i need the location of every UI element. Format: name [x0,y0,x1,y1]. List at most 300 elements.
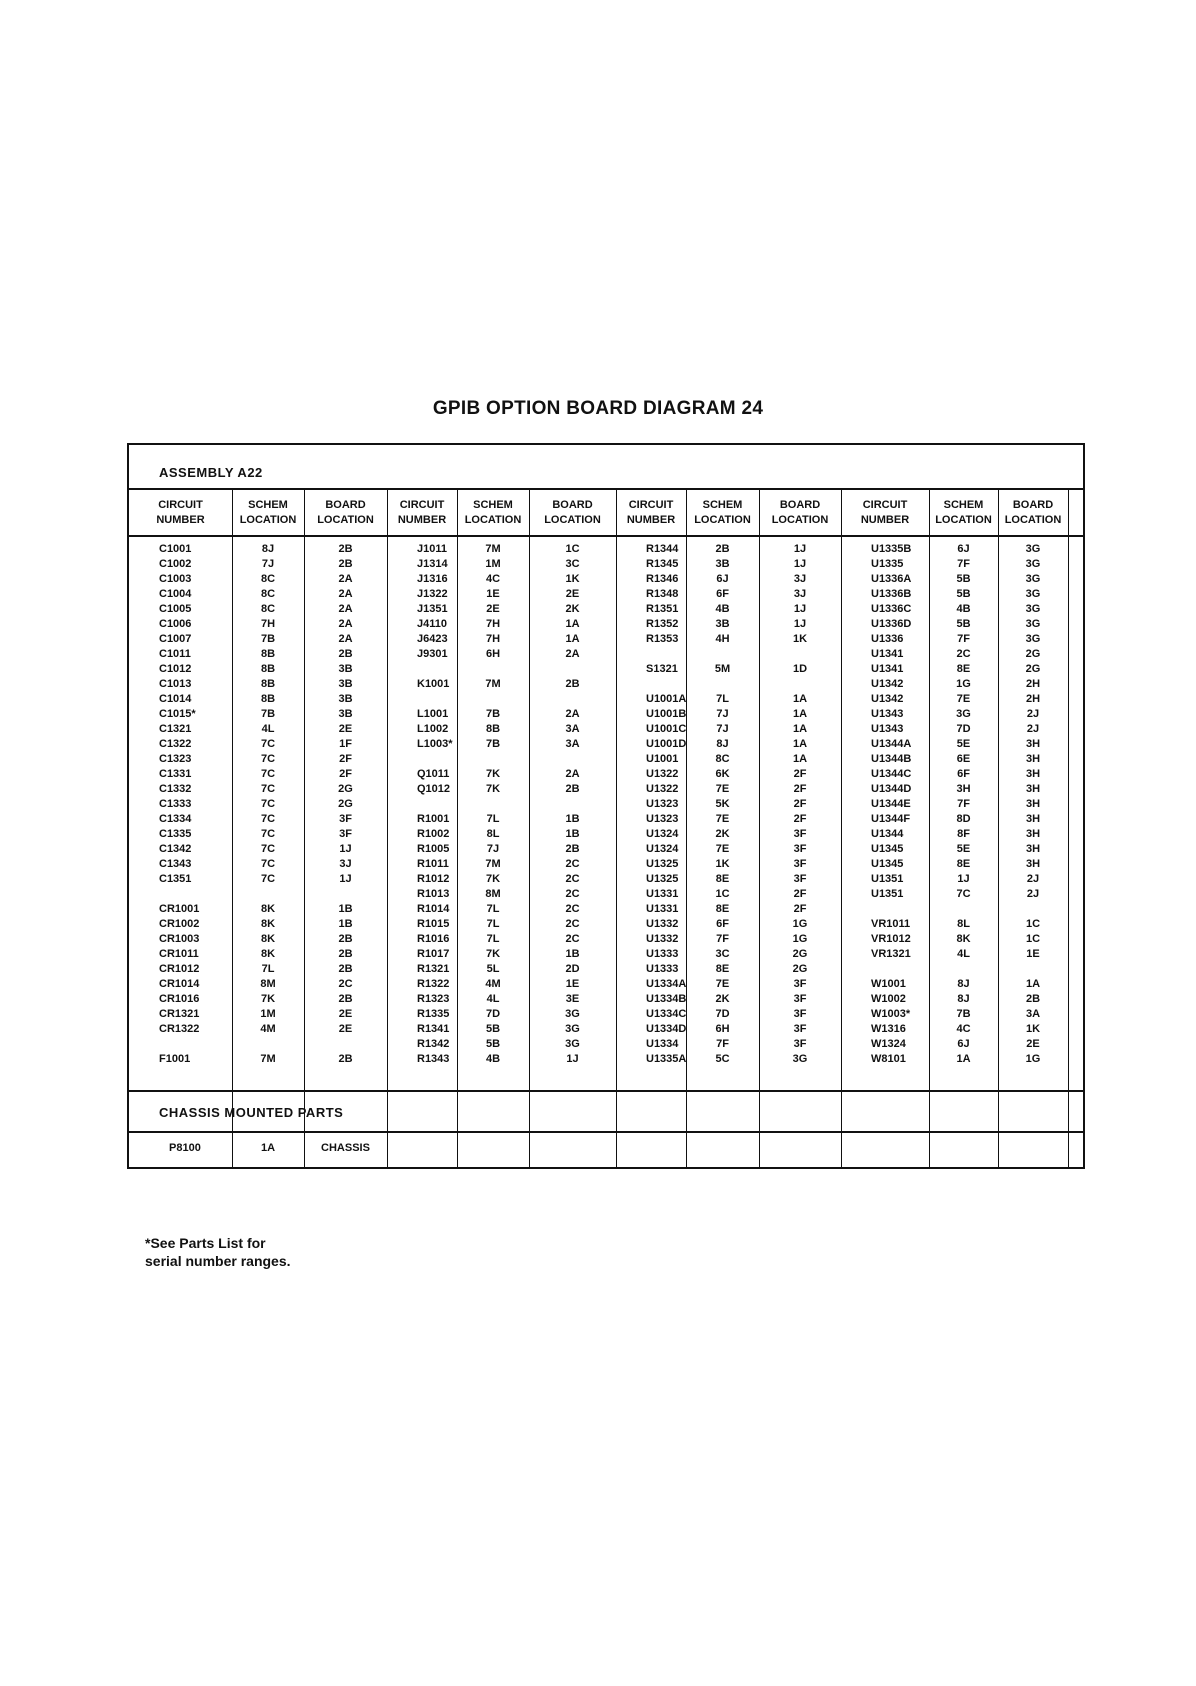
circuit-number-cell: U1334D [646,1023,687,1035]
circuit-number-cell: VR1321 [871,948,911,960]
chassis-board-location-cell: CHASSIS [321,1142,370,1154]
board-location-cell: 2A [565,648,580,660]
parts-location-table [127,443,1085,1169]
board-location-cell: 2J [1026,708,1040,720]
schem-location-cell: 4L [261,723,275,735]
circuit-number-cell: U1351 [871,888,904,900]
board-location-cell: 2G [792,963,808,975]
circuit-number-cell: C1335 [159,828,192,840]
board-location-cell: 1B [565,948,580,960]
schem-location-header-line: SCHEM [473,499,513,511]
board-location-cell: 2H [1025,678,1041,690]
board-location-cell: 1J [793,603,807,615]
board-location-cell: 2C [565,918,580,930]
schem-location-cell: 7D [715,1008,730,1020]
board-location-cell [759,677,841,692]
schem-location-cell: 5L [486,963,500,975]
board-location-cell: 3G [1025,603,1041,615]
circuit-number-cell: U1343 [871,723,904,735]
board-location-cell: 3F [793,978,807,990]
circuit-number-cell: C1322 [159,738,192,750]
schem-location-cell: 1M [260,1008,276,1020]
schem-location-cell: 7F [716,1038,729,1050]
schem-location-cell: 7C [260,873,276,885]
circuit-number-cell: U1334A [646,978,687,990]
schem-location-cell: 7C [260,768,276,780]
circuit-number-cell: VR1011 [871,918,911,930]
column-rule [1068,488,1069,1169]
board-location-cell: 2B [338,948,353,960]
circuit-number-cell: U1333 [646,963,679,975]
board-location-cell: 1J [793,558,807,570]
board-location-cell: 1A [792,723,808,735]
circuit-number-cell: J9301 [417,648,448,660]
board-location-cell: 3J [339,858,352,870]
schem-location-header-line: SCHEM [702,499,743,511]
circuit-number-cell: CR1016 [159,993,200,1005]
board-location-cell: 2E [338,1008,353,1020]
circuit-number-cell: U1324 [646,843,679,855]
circuit-number-header-line: NUMBER [860,514,910,526]
schem-location-cell: 7J [716,708,729,720]
circuit-number-cell: U1344B [871,753,912,765]
schem-location-cell: 2K [715,993,730,1005]
board-location-cell: 1G [792,933,808,945]
board-location-cell: 1K [565,573,580,585]
board-location-cell: 1D [792,663,808,675]
board-location-cell: 1B [565,828,580,840]
circuit-number-header-line: CIRCUIT [399,499,445,511]
schem-location-cell: 6E [956,753,971,765]
schem-location-cell: 7B [260,633,276,645]
board-location-cell: 3F [793,873,807,885]
schem-location-cell [457,662,529,677]
board-location-cell [529,662,616,677]
column-rule [616,488,617,1169]
schem-location-cell: 7C [260,738,276,750]
schem-location-cell: 8E [715,903,730,915]
board-location-cell: 2C [565,903,580,915]
circuit-number-cell: J1314 [417,558,448,570]
page-title: GPIB OPTION BOARD DIAGRAM 24 [432,398,764,419]
board-location-cell: 3A [565,723,580,735]
board-location-cell [998,962,1068,977]
circuit-number-header-line: NUMBER [397,514,447,526]
schem-location-cell: 7D [485,1008,501,1020]
schem-location-cell: 5B [956,573,971,585]
schem-location-cell: 8B [485,723,501,735]
circuit-number-cell [417,752,457,767]
schem-location-cell: 7K [260,993,276,1005]
schem-location-cell: 8K [956,933,971,945]
board-location-cell [529,797,616,812]
board-location-cell: 3B [338,663,353,675]
board-location-cell: 3H [1025,858,1041,870]
board-location-cell: 1G [792,918,808,930]
schem-location-cell [686,647,759,662]
schem-location-cell: 7H [485,618,501,630]
circuit-number-cell: U1345 [871,858,904,870]
header-top-rule [129,488,1083,490]
schem-location-cell: 8B [260,648,276,660]
board-location-cell: 3F [793,843,807,855]
circuit-number-header-line: NUMBER [626,514,676,526]
schem-location-cell: 8C [715,753,730,765]
circuit-number-cell: J4110 [417,618,447,630]
board-location-cell: 2F [339,768,352,780]
schem-location-cell: 8B [260,678,276,690]
schem-location-cell [457,692,529,707]
circuit-number-cell: R1321 [417,963,450,975]
board-location-cell: 2A [565,708,580,720]
board-location-cell: 2A [338,603,353,615]
circuit-number-cell: U1336A [871,573,912,585]
circuit-number-cell: W8101 [871,1053,906,1065]
schem-location-cell: 7B [485,708,501,720]
schem-location-cell: 8B [260,663,276,675]
circuit-number-cell: U1331 [646,888,679,900]
footnote-line-1: *See Parts List for [145,1235,266,1251]
circuit-number-cell: R1343 [417,1053,450,1065]
schem-location-cell: 4L [957,948,970,960]
circuit-number-cell: R1002 [417,828,450,840]
schem-location-cell: 7M [260,1053,276,1065]
schem-location-cell: 5E [956,738,971,750]
board-location-cell: 2G [1025,648,1041,660]
board-location-cell: 2F [339,753,352,765]
board-location-cell: 3H [1025,843,1041,855]
board-location-cell: 1C [1025,918,1041,930]
schem-location-cell: 7L [716,693,729,705]
schem-location-cell: 7C [260,843,276,855]
circuit-number-header-line: CIRCUIT [158,499,203,511]
circuit-number-cell: U1344A [871,738,912,750]
schem-location-cell: 6J [957,543,970,555]
circuit-number-cell [646,677,686,692]
schem-location-cell: 5K [715,798,730,810]
board-location-cell [529,692,616,707]
board-location-header-line: BOARD [1012,499,1054,511]
circuit-number-cell: C1334 [159,813,192,825]
board-location-cell: 3J [793,588,807,600]
circuit-number-cell: R1322 [417,978,450,990]
schem-location-cell: 8J [261,543,275,555]
board-location-cell: 2J [1026,888,1040,900]
schem-location-cell: 8D [956,813,971,825]
schem-location-cell: 4H [715,633,730,645]
board-location-cell: 1G [1025,1053,1041,1065]
board-location-cell: 2E [338,723,353,735]
circuit-number-cell: R1351 [646,603,679,615]
footnote [145,1234,291,1270]
schem-location-cell: 2C [956,648,971,660]
schem-location-cell: 6J [716,573,729,585]
schem-location-cell: 7L [486,813,500,825]
circuit-number-cell: R1011 [417,858,449,870]
schem-location-cell: 8C [260,603,276,615]
circuit-number-header-line: NUMBER [156,514,205,526]
schem-location-cell: 7K [485,873,501,885]
schem-location-cell: 8F [957,828,970,840]
circuit-number-cell: U1332 [646,933,679,945]
board-location-cell: 2D [565,963,580,975]
board-location-cell: 3F [339,813,352,825]
board-location-cell: 3F [793,1008,807,1020]
schem-location-cell: 7K [485,768,501,780]
board-location-cell: 1B [338,903,353,915]
circuit-number-cell: U1001A [646,693,687,705]
schem-location-cell: 7C [260,798,276,810]
board-location-cell: 3C [565,558,580,570]
schem-location-cell: 5B [485,1038,501,1050]
circuit-number-cell [871,902,929,917]
schem-location-cell: 7L [486,918,500,930]
chassis-circuit-number-cell: P8100 [169,1142,201,1154]
circuit-number-cell: C1321 [159,723,192,735]
board-location-cell: 2B [338,933,353,945]
schem-location-cell [232,887,304,902]
circuit-number-cell: U1342 [871,678,904,690]
schem-location-cell: 5B [956,618,971,630]
circuit-number-cell: R1005 [417,843,450,855]
board-location-cell: 2C [565,888,580,900]
schem-location-cell: 7E [715,978,730,990]
schem-location-cell [232,1037,304,1052]
circuit-number-cell: U1336D [871,618,912,630]
schem-location-cell: 7F [957,558,970,570]
circuit-number-cell: C1011 [159,648,191,660]
circuit-number-cell: U1336B [871,588,912,600]
schem-location-cell: 7K [485,948,501,960]
circuit-number-cell: U1322 [646,783,679,795]
circuit-number-cell: F1001 [159,1053,191,1065]
circuit-number-cell [871,962,929,977]
schem-location-cell: 7H [485,633,501,645]
schem-location-cell: 6F [957,768,970,780]
schem-location-cell: 5E [956,843,971,855]
board-location-cell: 3B [338,708,353,720]
schem-location-cell: 6F [716,918,729,930]
circuit-number-cell: C1351 [159,873,192,885]
board-location-cell: 2B [338,1053,353,1065]
circuit-number-cell [159,1037,232,1052]
board-location-cell: 2B [338,543,353,555]
board-location-header-line: LOCATION [317,514,374,526]
schem-location-cell: 8K [260,903,276,915]
circuit-number-cell: U1001D [646,738,687,750]
board-location-cell [759,647,841,662]
circuit-number-cell: L1001 [417,708,449,720]
schem-location-cell: 7F [957,798,970,810]
schem-location-cell: 3B [715,618,730,630]
schem-location-cell: 7E [715,783,730,795]
circuit-number-cell: J1351 [417,603,448,615]
board-location-cell: 3F [793,828,807,840]
circuit-number-cell: U1336 [871,633,904,645]
column-rule [841,488,842,1169]
schem-location-cell: 7C [260,753,276,765]
circuit-number-cell: C1343 [159,858,192,870]
board-location-header-line: LOCATION [544,514,601,526]
schem-location-cell: 7E [715,843,730,855]
schem-location-header-line: LOCATION [239,514,297,526]
column-rule [387,488,388,1169]
schem-location-cell: 8E [956,858,971,870]
circuit-number-cell: C1012 [159,663,192,675]
board-location-header-line: LOCATION [1004,514,1062,526]
schem-location-cell: 6J [957,1038,970,1050]
schem-location-cell: 8B [260,693,276,705]
circuit-number-cell: U1342 [871,693,904,705]
circuit-number-cell: U1336C [871,603,912,615]
board-location-header-line: BOARD [779,499,821,511]
board-location-cell: 2B [338,993,353,1005]
circuit-number-cell: C1001 [159,543,192,555]
circuit-number-cell: U1344 [871,828,904,840]
schem-location-cell: 3C [715,948,730,960]
circuit-number-cell: L1002 [417,723,449,735]
board-location-cell: 3F [793,1038,807,1050]
schem-location-cell: 7M [485,678,501,690]
schem-location-header-line: LOCATION [464,514,522,526]
schem-location-cell: 5B [956,588,971,600]
circuit-number-cell: R1344 [646,543,679,555]
circuit-number-cell: U1323 [646,798,679,810]
board-location-cell: 2C [565,858,580,870]
circuit-number-cell: S1321 [646,663,678,675]
board-location-cell: 3A [565,738,580,750]
schem-location-cell: 7C [956,888,971,900]
board-location-cell: 2C [565,933,580,945]
chassis-schem-location-cell: 1A [260,1142,276,1154]
circuit-number-cell: VR1012 [871,933,911,945]
board-location-cell: 2G [338,798,353,810]
board-location-header [998,498,1068,532]
board-location-cell: 2H [1025,693,1041,705]
circuit-number-cell: U1333 [646,948,679,960]
schem-location-cell: 4L [486,993,500,1005]
board-location-cell: 1A [565,618,580,630]
schem-location-cell: 8L [957,918,970,930]
circuit-number-cell: U1325 [646,858,679,870]
chassis-rule [129,1131,1083,1133]
schem-location-cell: 7B [260,708,276,720]
circuit-number-cell: U1001C [646,723,687,735]
board-location-cell: 2B [565,678,580,690]
board-location-cell: 3H [1025,753,1041,765]
board-location-cell: 2B [565,843,580,855]
schem-location-cell: 8C [260,573,276,585]
board-location-cell: 3F [793,1023,807,1035]
board-location-header-line: LOCATION [771,514,829,526]
board-location-cell: 3G [1025,588,1041,600]
board-location-header-line: BOARD [552,499,593,511]
footnote-line-2: serial number ranges. [145,1253,291,1269]
schem-location-cell: 8K [260,948,276,960]
schem-location-cell: 8E [956,663,971,675]
circuit-number-cell: R1346 [646,573,679,585]
circuit-number-cell: R1016 [417,933,450,945]
circuit-number-cell: W1002 [871,993,906,1005]
schem-location-cell: 7C [260,858,276,870]
circuit-number-cell: U1334C [646,1008,687,1020]
schem-location-header-line: SCHEM [248,499,288,511]
chassis-label: CHASSIS MOUNTED PARTS [159,1105,344,1120]
board-location-cell: 2K [565,603,580,615]
schem-location-cell: 4B [956,603,971,615]
board-location-cell: 3E [565,993,580,1005]
board-location-cell: 3G [1025,558,1041,570]
board-location-cell: 1A [792,708,808,720]
circuit-number-cell: C1331 [159,768,192,780]
board-location-cell: 2B [338,963,353,975]
board-location-cell: 2A [338,573,353,585]
schem-location-cell: 7M [485,543,501,555]
circuit-number-cell: CR1321 [159,1008,200,1020]
schem-location-cell: 5B [485,1023,501,1035]
board-location-cell: 3H [1025,828,1041,840]
board-location-header [529,498,616,532]
schem-location-header-line: LOCATION [694,514,751,526]
schem-location-cell: 1G [956,678,971,690]
circuit-number-cell: C1007 [159,633,192,645]
circuit-number-cell: U1334B [646,993,687,1005]
circuit-number-cell: W1003* [871,1008,911,1020]
circuit-number-cell: R1352 [646,618,679,630]
circuit-number-cell: C1013 [159,678,192,690]
board-location-cell: 2G [1025,663,1041,675]
board-location-cell: 1A [792,738,808,750]
circuit-number-cell: U1341 [871,663,904,675]
schem-location-cell: 8M [260,978,276,990]
board-location-cell: 3B [338,678,353,690]
schem-location-header [686,498,759,532]
circuit-number-cell [646,647,686,662]
schem-location-cell: 1E [486,588,500,600]
header-bottom-rule [129,535,1083,537]
board-location-cell: 3F [793,858,807,870]
schem-location-cell: 4C [485,573,501,585]
board-location-cell: 2G [338,783,353,795]
schem-location-cell: 2K [715,828,730,840]
circuit-number-cell: C1005 [159,603,192,615]
board-location-cell: 2F [793,768,807,780]
board-location-cell: 3H [1025,813,1041,825]
circuit-number-cell: U1335A [646,1053,687,1065]
circuit-number-cell: R1345 [646,558,679,570]
circuit-number-header-line: CIRCUIT [628,499,674,511]
circuit-number-cell: R1341 [417,1023,450,1035]
circuit-number-cell: K1001 [417,678,450,690]
board-location-cell: 2F [793,813,807,825]
schem-location-cell: 1C [715,888,730,900]
board-location-cell: 1A [1025,978,1041,990]
board-location-cell: 2B [338,648,353,660]
schem-location-cell: 5M [714,663,731,675]
circuit-number-cell: C1014 [159,693,192,705]
circuit-number-cell: U1343 [871,708,904,720]
board-location-cell: 1A [792,753,808,765]
schem-location-cell: 4C [956,1023,971,1035]
circuit-number-cell: R1012 [417,873,450,885]
board-location-cell: 1A [565,633,580,645]
schem-location-cell: 8M [485,888,501,900]
schem-location-cell: 6F [716,588,729,600]
schem-location-cell: 7B [956,1008,971,1020]
circuit-number-cell: C1323 [159,753,192,765]
board-location-cell: 2G [792,948,808,960]
circuit-number-cell: C1003 [159,573,192,585]
